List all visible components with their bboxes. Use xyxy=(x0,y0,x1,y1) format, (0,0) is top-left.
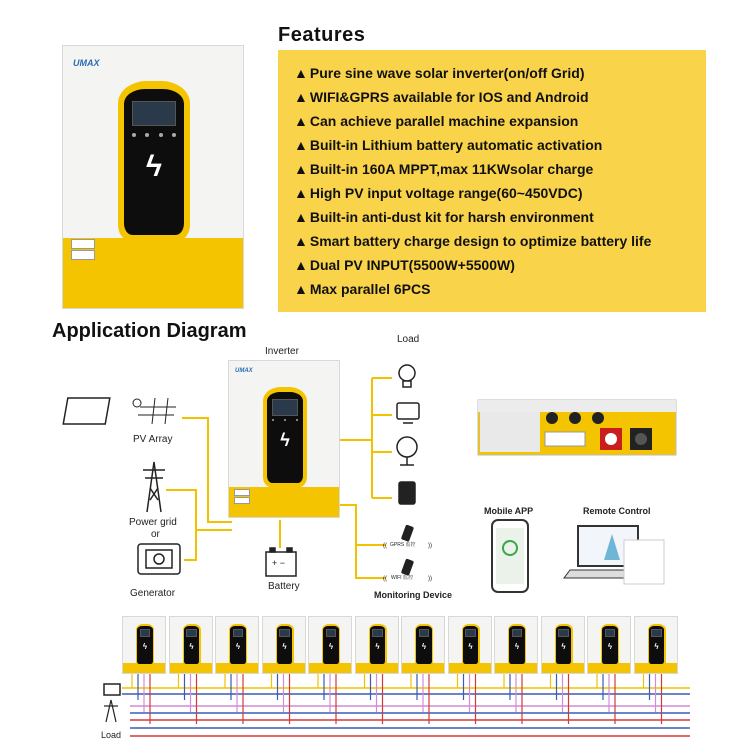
features-title: Features xyxy=(278,24,366,46)
svg-text:+ −: + − xyxy=(272,558,286,568)
wifi-tag: WIFI 监控 xyxy=(391,575,413,581)
parallel-inverter-unit: ϟ xyxy=(122,616,166,674)
parallel-inverter-unit: ϟ xyxy=(634,616,678,674)
svg-text:)): )) xyxy=(428,576,432,582)
parallel-inverter-unit: ϟ xyxy=(541,616,585,674)
lightbulb-icon xyxy=(399,365,415,387)
fan-icon xyxy=(397,437,417,465)
power-grid-label: Power grid xyxy=(129,517,177,528)
feature-item: ▲ Built-in 160A MPPT,max 11KWsolar charge xyxy=(294,161,594,177)
remote-control-label: Remote Control xyxy=(583,506,651,516)
parallel-inverter-unit: ϟ xyxy=(494,616,538,674)
feature-item: ▲ Max parallel 6PCS xyxy=(294,281,431,297)
parallel-inverter-unit: ϟ xyxy=(262,616,306,674)
parallel-load-label: Load xyxy=(101,730,122,740)
svg-text:((: (( xyxy=(383,576,387,582)
feature-item: ▲ WIFI&GPRS available for IOS and Android xyxy=(294,89,589,105)
gprs-dongle-icon xyxy=(402,525,413,541)
parallel-drops xyxy=(132,674,662,724)
lightning-icon: ϟ xyxy=(146,150,162,184)
feature-item: ▲ Smart battery charge design to optimize battery life xyxy=(294,233,652,249)
feature-item: ▲ Can achieve parallel machine expansion xyxy=(294,113,579,129)
feature-item: ▲ Pure sine wave solar inverter(on/off Grid) xyxy=(294,65,585,81)
solar-panel-icon xyxy=(63,398,176,424)
tower-small-icon xyxy=(104,700,118,722)
diagram-inverter: UMAX ϟ xyxy=(228,360,340,518)
or-label: or xyxy=(151,529,160,540)
wifi-dongle-icon xyxy=(402,559,413,575)
parallel-inverter-unit: ϟ xyxy=(587,616,631,674)
pv-array-label: PV Array xyxy=(133,434,173,445)
inverter-label: Inverter xyxy=(265,346,299,357)
feature-item: ▲ High PV input voltage range(60~450VDC) xyxy=(294,185,583,201)
svg-text:((: (( xyxy=(383,543,387,549)
feature-item: ▲ Dual PV INPUT(5500W+5500W) xyxy=(294,257,515,273)
brand-logo: UMAX xyxy=(73,58,100,68)
transmission-tower-icon xyxy=(143,462,165,512)
parallel-inverter-unit: ϟ xyxy=(215,616,259,674)
mobile-phone-icon xyxy=(492,520,528,592)
refrigerator-icon xyxy=(399,482,415,504)
svg-text:)): )) xyxy=(428,543,432,549)
lightning-icon: ϟ xyxy=(280,430,290,451)
battery-small-icon xyxy=(104,684,120,695)
application-diagram-title: Application Diagram xyxy=(52,320,247,342)
inverter-bottom-view xyxy=(478,400,676,455)
parallel-inverter-unit: ϟ xyxy=(448,616,492,674)
parallel-inverter-unit: ϟ xyxy=(355,616,399,674)
load-label: Load xyxy=(397,334,420,345)
generator-label: Generator xyxy=(130,588,176,599)
monitoring-device-label: Monitoring Device xyxy=(374,590,453,600)
mobile-app-label: Mobile APP xyxy=(484,506,534,516)
feature-item: ▲ Built-in Lithium battery automatic activation xyxy=(294,137,603,153)
battery-label: Battery xyxy=(268,581,300,592)
parallel-inverter-unit: ϟ xyxy=(401,616,445,674)
laptop-icon xyxy=(564,526,664,584)
parallel-wiring xyxy=(122,688,690,736)
tv-icon xyxy=(397,403,419,423)
gprs-tag: GPRS 监控 xyxy=(390,542,416,548)
generator-icon xyxy=(138,544,180,574)
parallel-inverter-unit: ϟ xyxy=(169,616,213,674)
battery-icon xyxy=(266,548,296,576)
feature-item: ▲ Built-in anti-dust kit for harsh environment xyxy=(294,209,594,225)
parallel-inverter-unit: ϟ xyxy=(308,616,352,674)
